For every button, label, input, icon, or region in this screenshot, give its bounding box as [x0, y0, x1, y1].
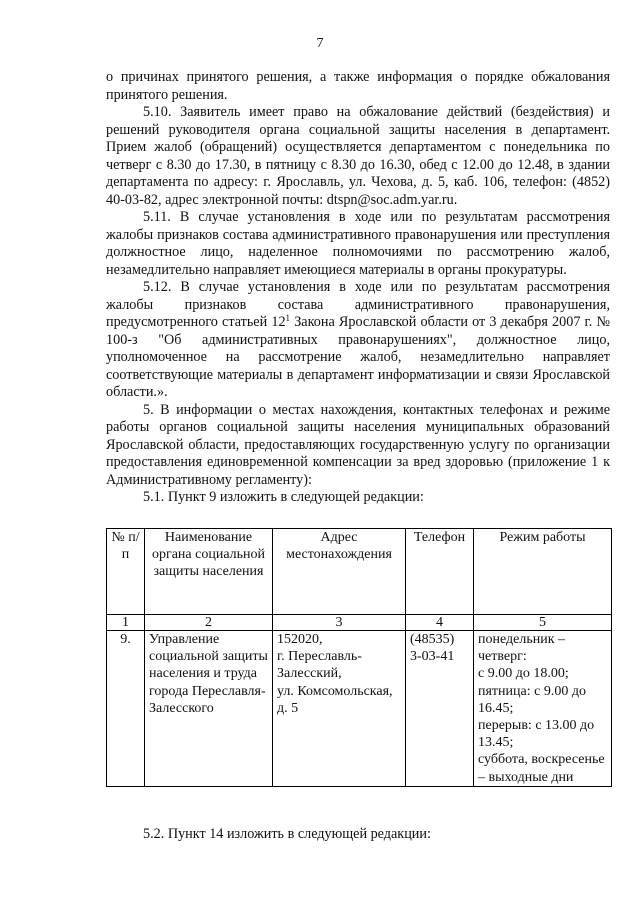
- address-line: ул. Комсомольская, д. 5: [277, 683, 393, 716]
- phone-line: (48535): [410, 632, 455, 647]
- schedule-line: понедельник – четверг:: [478, 632, 566, 665]
- schedule-line: перерыв: с 13.00 до 13.45;: [478, 718, 595, 751]
- office-name: Управление социальной защиты населения и труда города Переславля-Залесского: [145, 631, 273, 787]
- header-schedule: Режим работы: [474, 529, 612, 615]
- office-schedule: [474, 631, 612, 787]
- header-address: Адрес местонахождения: [273, 529, 406, 615]
- header-phone: Телефон: [406, 529, 474, 615]
- column-number: 1: [107, 615, 145, 631]
- schedule-line: пятница: с 9.00 до 16.45;: [478, 683, 586, 716]
- paragraph-5-12: [106, 279, 610, 402]
- paragraph-5-10: 5.10. Заявитель имеет право на обжалование действий (бездействия) и решений руководителя органа социальной защиты населения в департамент. Прием жалоб (обращений) осуществляется департаментом с понедельника по четверг с 8.30 до 17.30, в пятницу с 8.30 до 16.30, обед с 12.00 до 12.48, в здании департамента по адресу: г. Ярославль, ул. Чехова, д. 5, каб. 106, телефон: (4852) 40-03-82, адрес электронной почты: dtspn@soc.adm.yar.ru.: [106, 104, 610, 208]
- column-number: 2: [145, 615, 273, 631]
- schedule-line: с 9.00 до 18.00;: [478, 666, 569, 682]
- header-number: № п/п: [107, 529, 145, 615]
- address-line: 152020,: [277, 632, 323, 647]
- paragraph-5-11: 5.11. В случае установления в ходе или по результатам рассмотрения жалобы признаков состава административного правонарушения или преступления должностное лицо, наделенное полномочиями по рассмотрению жалоб, незамедлительно направляет имеющиеся материалы в органы прокуратуры.: [106, 209, 610, 278]
- column-number: 3: [273, 615, 406, 631]
- document-body: [106, 69, 610, 507]
- paragraph-5-12-start: 5.12. В случае установления в ходе или по результатам рассмотрения жалобы признаков состава административного правонарушения, предусмотренного статьей 12: [106, 279, 610, 330]
- table-header-row: [107, 529, 612, 615]
- office-phone: [406, 631, 474, 787]
- column-number: 4: [406, 615, 474, 631]
- header-office-name: Наименование органа социальной защиты населения: [145, 529, 273, 615]
- paragraph-5-12-end: Закона Ярославской области от 3 декабря 2007 г. № 100-з "Об административных правонарушениях", должностное лицо, уполномоченное на рассмотрение жалоб, незамедлительно направляет соответствующие материалы в департамент информатизации и связи Ярославской области.».: [106, 314, 611, 400]
- column-number: 5: [474, 615, 612, 631]
- paragraph-5: 5. В информации о местах нахождения, контактных телефонах и режиме работы органов социальной защиты населения муниципальных образований Ярославской области, предоставляющих государственную услугу по организации предоставления единовременной компенсации за вред здоровью (приложение 1 к Административному регламенту):: [106, 401, 610, 488]
- paragraph-5-1: 5.1. Пункт 9 изложить в следующей редакции:: [143, 489, 424, 505]
- paragraph-5-2: 5.2. Пункт 14 изложить в следующей редакции:: [143, 826, 431, 842]
- paragraph-continuation: о причинах принятого решения, а также информация о порядке обжалования принятого решения.: [106, 69, 610, 103]
- phone-line: 3-03-41: [410, 649, 455, 665]
- page-number: 7: [316, 36, 324, 51]
- row-number: 9.: [107, 631, 145, 787]
- table-column-numbers-row: [107, 615, 612, 631]
- article-superscript: 1: [285, 313, 291, 323]
- schedule-line: суббота, воскресенье – выходные дни: [478, 752, 605, 785]
- address-line: г. Переславль-Залесский,: [277, 649, 362, 682]
- offices-table: [106, 528, 612, 787]
- table-row: [107, 631, 612, 787]
- office-address: [273, 631, 406, 787]
